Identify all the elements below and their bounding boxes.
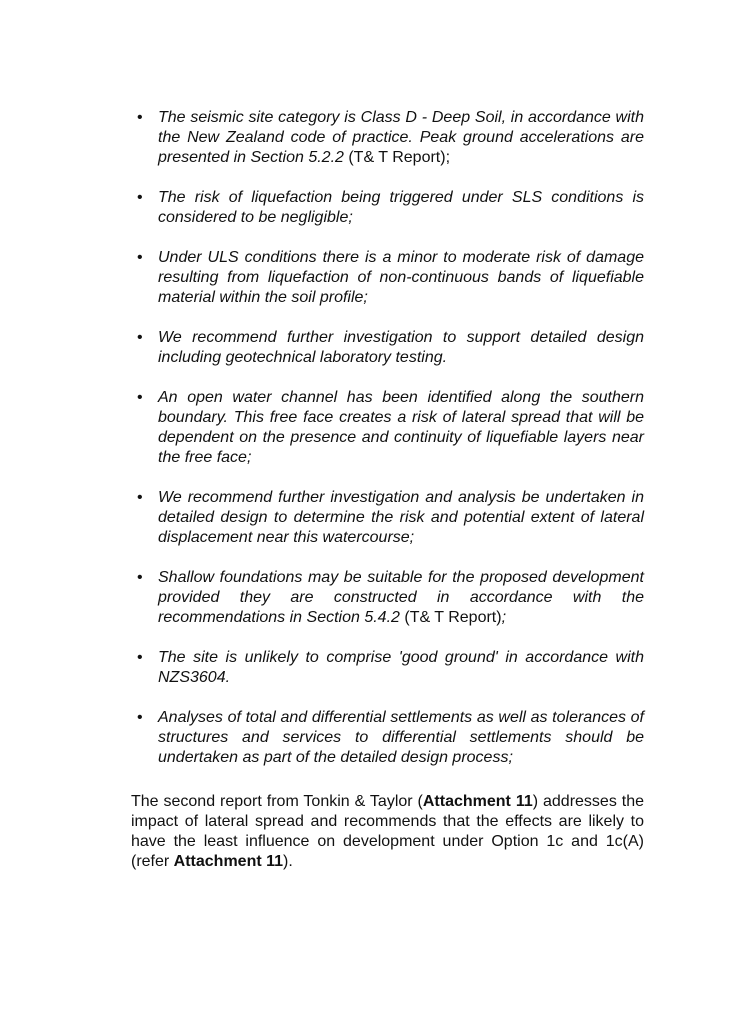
bullet-item-further-investigation bbox=[131, 328, 644, 368]
bullet-icon: • bbox=[137, 569, 143, 586]
bullet-item-seismic-category bbox=[131, 108, 644, 168]
bullet-text: We recommend further investigation and analysis be undertaken in detailed design to determine the risk and potential extent of lateral displacement near this watercourse; bbox=[158, 489, 644, 546]
attachment-reference: Attachment 11 bbox=[422, 793, 533, 810]
paragraph-text: ) addresses the impact of lateral spread and recommends that the effects are likely to have the least influence on development under Option 1c and 1c(A) (refer bbox=[131, 793, 644, 870]
paragraph-text: The second report from Tonkin & Taylor ( bbox=[131, 793, 423, 810]
bullet-text: The risk of liquefaction being triggered under SLS conditions is considered to be negligible; bbox=[158, 189, 644, 226]
bullet-item-sls-liquefaction bbox=[131, 188, 644, 228]
bullet-item-shallow-foundations bbox=[131, 568, 644, 628]
body-paragraph-second-report bbox=[131, 792, 644, 872]
attachment-reference: Attachment 11 bbox=[173, 853, 284, 870]
bullet-text: An open water channel has been identified along the southern boundary. This free face creates a risk of lateral spread that will be dependent on the presence and continuity of liquefiable layers near the free face; bbox=[158, 389, 644, 466]
paragraph-text: ). bbox=[283, 853, 293, 870]
bullet-reference: (T& T Report) bbox=[399, 609, 502, 626]
bullet-text: The site is unlikely to comprise 'good ground' in accordance with NZS3604. bbox=[158, 649, 644, 686]
bullet-icon: • bbox=[137, 109, 143, 126]
bullet-item-water-channel bbox=[131, 388, 644, 468]
bullet-tail: ; bbox=[501, 609, 507, 626]
bullet-icon: • bbox=[137, 329, 143, 346]
bullet-text: Analyses of total and differential settlements as well as tolerances of structures and services to differential settlements should be undertaken as part of the detailed design process; bbox=[158, 709, 644, 766]
bullet-icon: • bbox=[137, 249, 143, 266]
bullet-text: We recommend further investigation to support detailed design including geotechnical laboratory testing. bbox=[158, 329, 644, 366]
bullet-text: Under ULS conditions there is a minor to moderate risk of damage resulting from liquefaction of non-continuous bands of liquefiable material within the soil profile; bbox=[158, 249, 644, 306]
bullet-text: Shallow foundations may be suitable for the proposed development provided they are constructed in accordance with the recommendations in Section 5.4.2 bbox=[158, 569, 644, 626]
bullet-item-settlements bbox=[131, 708, 644, 768]
bullet-item-lateral-displacement bbox=[131, 488, 644, 548]
bullet-icon: • bbox=[137, 649, 143, 666]
bullet-icon: • bbox=[137, 389, 143, 406]
bullet-icon: • bbox=[137, 189, 143, 206]
bullet-icon: • bbox=[137, 489, 143, 506]
bullet-reference: (T& T Report); bbox=[343, 149, 451, 166]
bullet-text: The seismic site category is Class D - Deep Soil, in accordance with the New Zealand code of practice. Peak ground accelerations are presented in Section 5.2.2 bbox=[158, 109, 644, 166]
bullet-item-uls-liquefaction bbox=[131, 248, 644, 308]
findings-bullet-list bbox=[131, 108, 644, 788]
bullet-icon: • bbox=[137, 709, 143, 726]
bullet-item-good-ground bbox=[131, 648, 644, 688]
